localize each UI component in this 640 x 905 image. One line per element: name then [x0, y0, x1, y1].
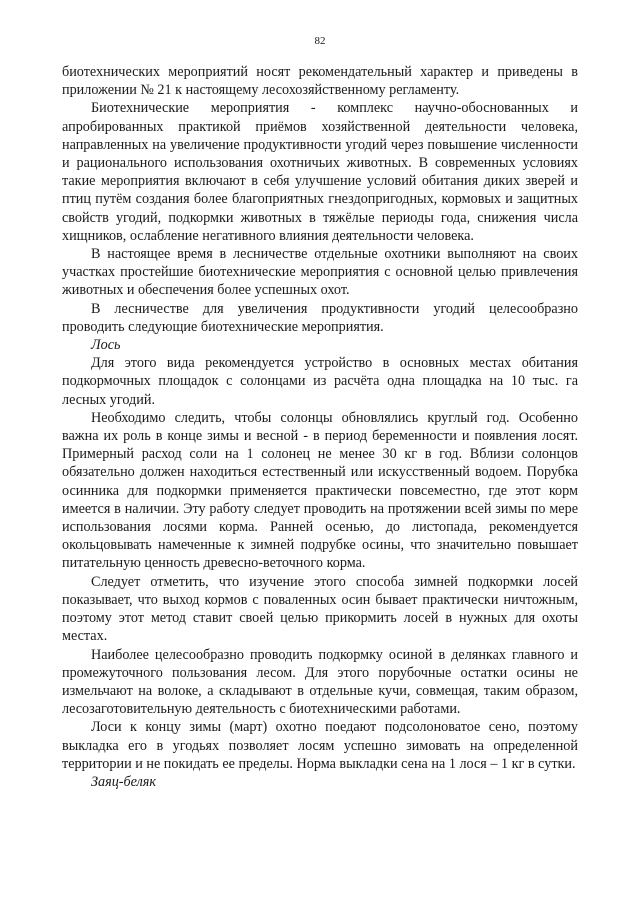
body-text — [62, 63, 578, 791]
paragraph-recommendation: В лесничестве для увеличения продуктивности угодий целесообразно проводить следующие биотехнические мероприятия. — [62, 300, 578, 335]
section-heading-hare: Заяц-беляк — [91, 773, 157, 790]
paragraph-elk-feeding-sites: Для этого вида рекомендуется устройство в основных местах обитания подкормочных площадок с солонцами из расчёта одна площадка на 10 тыс. га лесных угодий. — [62, 355, 578, 408]
paragraph-elk-salt-licks: Необходимо следить, чтобы солонцы обновлялись круглый год. Особенно важна их роль в конце зимы и весной - в период беременности и появления лосят. Примерный расход соли на 1 солонец не менее 30 кг в год. Вблизи солонцов обязательно должен находиться естественный или искусственный водоем. Порубка осинника для подкормки применяется практически повсеместно, где этот корм имеется в наличии. Эту работу следует проводить на протяжении всей зимы по мере использования лосями корма. Ранней осенью, до листопада, рекомендуется окольцовывать намеченные к зимней подрубке осины, что значительно повышает питательную ценность древесно-веточного корма. — [62, 409, 578, 572]
paragraph-elk-aspen-feeding: Наиболее целесообразно проводить подкормку осиной в делянках главного и промежуточного пользования лесом. Для этого порубочные остатки осины не измельчают на волоке, а складывают в отдельные кучи, совмещая, таким образом, лесозаготовительную деятельность с биотехническими работами. — [62, 646, 578, 718]
paragraph-elk-feeding-study: Следует отметить, что изучение этого способа зимней подкормки лосей показывает, что выход кормов с поваленных осин бывает практически ничтожным, поэтому этот метод ставит своей целью прикормить лосей в нужных для охоты местах. — [62, 573, 578, 645]
page-number: 82 — [314, 35, 326, 47]
paragraph-definition: Биотехнические мероприятия - комплекс научно-обоснованных и апробированных практикой приёмов хозяйственной деятельности человека, направленных на увеличение продуктивности угодий через повышение численности и рационального использования охотничьих животных. В современных условиях такие мероприятия включают в себя улучшение условий обитания диких зверей и птиц путём создания более благоприятных гнездопригодных, кормовых и защитных свойств угодий, подкормки животных в тяжёлые периоды года, снижения числа хищников, ослабление негативного влияния деятельности человека. — [62, 100, 578, 244]
paragraph-current-state: В настоящее время в лесничестве отдельные охотники выполняют на своих участках простейшие биотехнические мероприятия с основной целью привлечения животных и обеспечения более успешных охот. — [62, 246, 578, 299]
paragraph-continuation: биотехнических мероприятий носят рекомендательный характер и приведены в приложении № 21 к настоящему лесохозяйственному регламенту. — [62, 64, 578, 99]
section-heading-elk: Лось — [91, 337, 121, 354]
paragraph-elk-hay: Лоси к концу зимы (март) охотно поедают подсолоноватое сено, поэтому выкладка его в угодьях позволяет лосям успешно зимовать на определенной территории и не покидать ее пределы. Норма выкладки сена на 1 лося – 1 кг в сутки. — [62, 719, 578, 772]
